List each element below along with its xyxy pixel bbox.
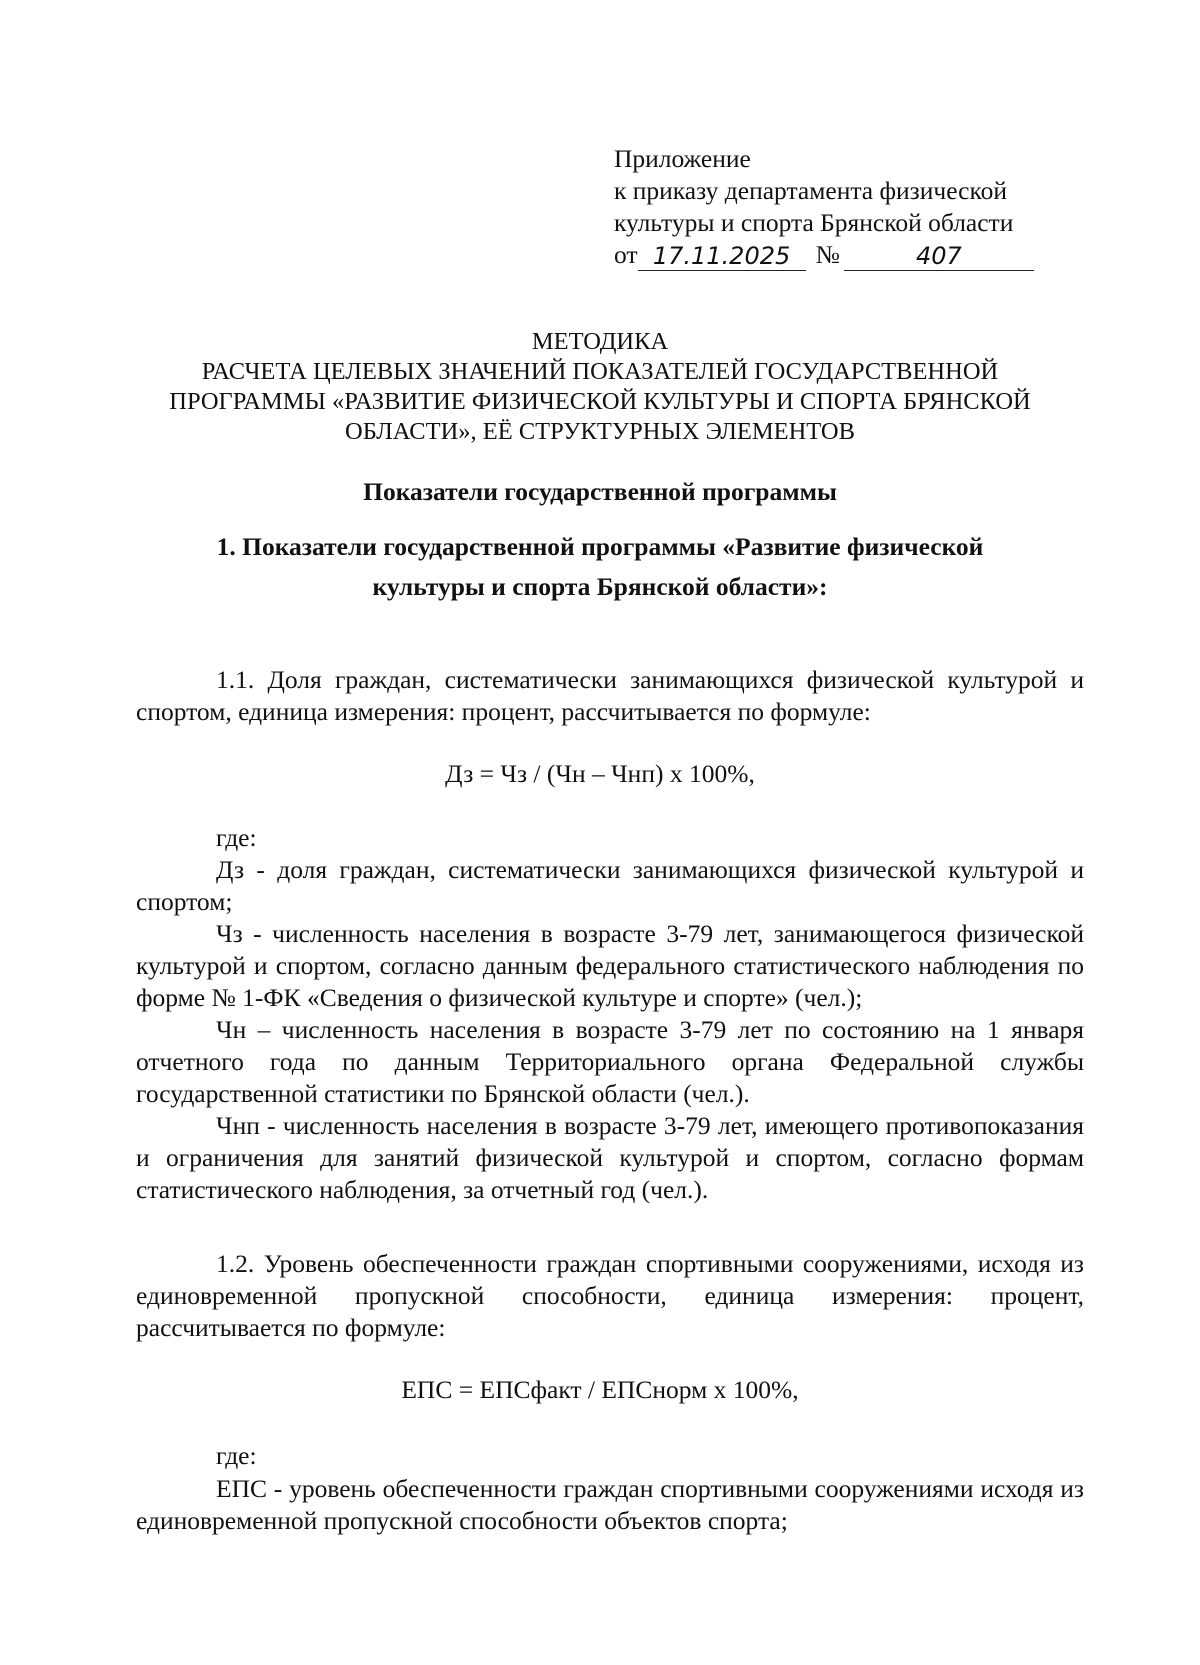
appendix-department-line: культуры и спорта Брянской области xyxy=(614,208,1014,237)
subsection-heading-line-2: культуры и спорта Брянской области»: xyxy=(372,572,828,601)
handwritten-number: 407 xyxy=(844,242,1034,271)
formula-dz: Дз = Чз / (Чн – Чнп) х 100%, xyxy=(445,759,755,788)
where-label-1: где: xyxy=(216,823,257,852)
definition-chz: Чз - численность населения в возрасте 3-79 лет, занимающегося физической культурой и спортом, согласно данным федерального статистического наблюдения по форме № 1-ФК «Сведения о физической культуре и спорте» (чел.); xyxy=(136,919,1084,1012)
item-1-1-intro-text: 1.1. Доля граждан, систематически занимающихся физической культурой и спортом, единица измерения: процент, рассчитывается по формуле: xyxy=(136,665,1084,726)
title-line-2: РАСЧЕТА ЦЕЛЕВЫХ ЗНАЧЕНИЙ ПОКАЗАТЕЛЕЙ ГОСУДАРСТВЕННОЙ xyxy=(201,358,999,385)
definition-eps: ЕПС - уровень обеспеченности граждан спортивными сооружениями исходя из единовременной пропускной способности объектов спорта; xyxy=(136,1474,1084,1535)
title-line-1: МЕТОДИКА xyxy=(531,328,669,355)
handwritten-date: 17.11.2025 xyxy=(638,242,806,271)
item-1-1-intro xyxy=(136,664,1084,728)
definition-chn: Чн – численность населения в возрасте 3-79 лет по состоянию на 1 января отчетного года по данным Территориального органа Федеральной службы государственной статистики по Брянской области (чел.). xyxy=(136,1015,1084,1108)
appendix-order-line: к приказу департамента физической xyxy=(614,176,1007,205)
appendix-title: Приложение xyxy=(614,144,751,173)
item-1-1-definitions xyxy=(136,854,1084,1206)
date-prefix: от xyxy=(614,240,638,269)
item-1-2-definitions xyxy=(136,1473,1084,1537)
formula-eps: ЕПС = ЕПСфакт / ЕПСнорм х 100%, xyxy=(401,1375,799,1404)
item-1-2-intro-text: 1.2. Уровень обеспеченности граждан спортивными сооружениями, исходя из единовременной пропускной способности, единица измерения: процент, рассчитывается по формуле: xyxy=(136,1249,1084,1342)
title-line-4: ОБЛАСТИ», ЕЁ СТРУКТУРНЫХ ЭЛЕМЕНТОВ xyxy=(345,418,855,445)
where-label-2: где: xyxy=(216,1441,257,1470)
subsection-heading-line-1: 1. Показатели государственной программы «Развитие физической xyxy=(216,532,984,561)
item-1-2-intro xyxy=(136,1248,1084,1344)
appendix-date-number-line xyxy=(614,239,1084,271)
document-title xyxy=(0,327,1200,447)
definition-chnp: Чнп - численность населения в возрасте 3-79 лет, имеющего противопоказания и ограничения для занятий физической культурой и спортом, согласно формам статистического наблюдения, за отчетный год (чел.). xyxy=(136,1111,1084,1204)
section-heading: Показатели государственной программы xyxy=(363,477,837,506)
number-label: № xyxy=(815,240,840,269)
definition-dz: Дз - доля граждан, систематически занимающихся физической культурой и спортом; xyxy=(136,855,1084,916)
title-line-3: ПРОГРАММЫ «РАЗВИТИЕ ФИЗИЧЕСКОЙ КУЛЬТУРЫ И СПОРТА БРЯНСКОЙ xyxy=(169,388,1031,415)
appendix-header xyxy=(614,143,1084,271)
